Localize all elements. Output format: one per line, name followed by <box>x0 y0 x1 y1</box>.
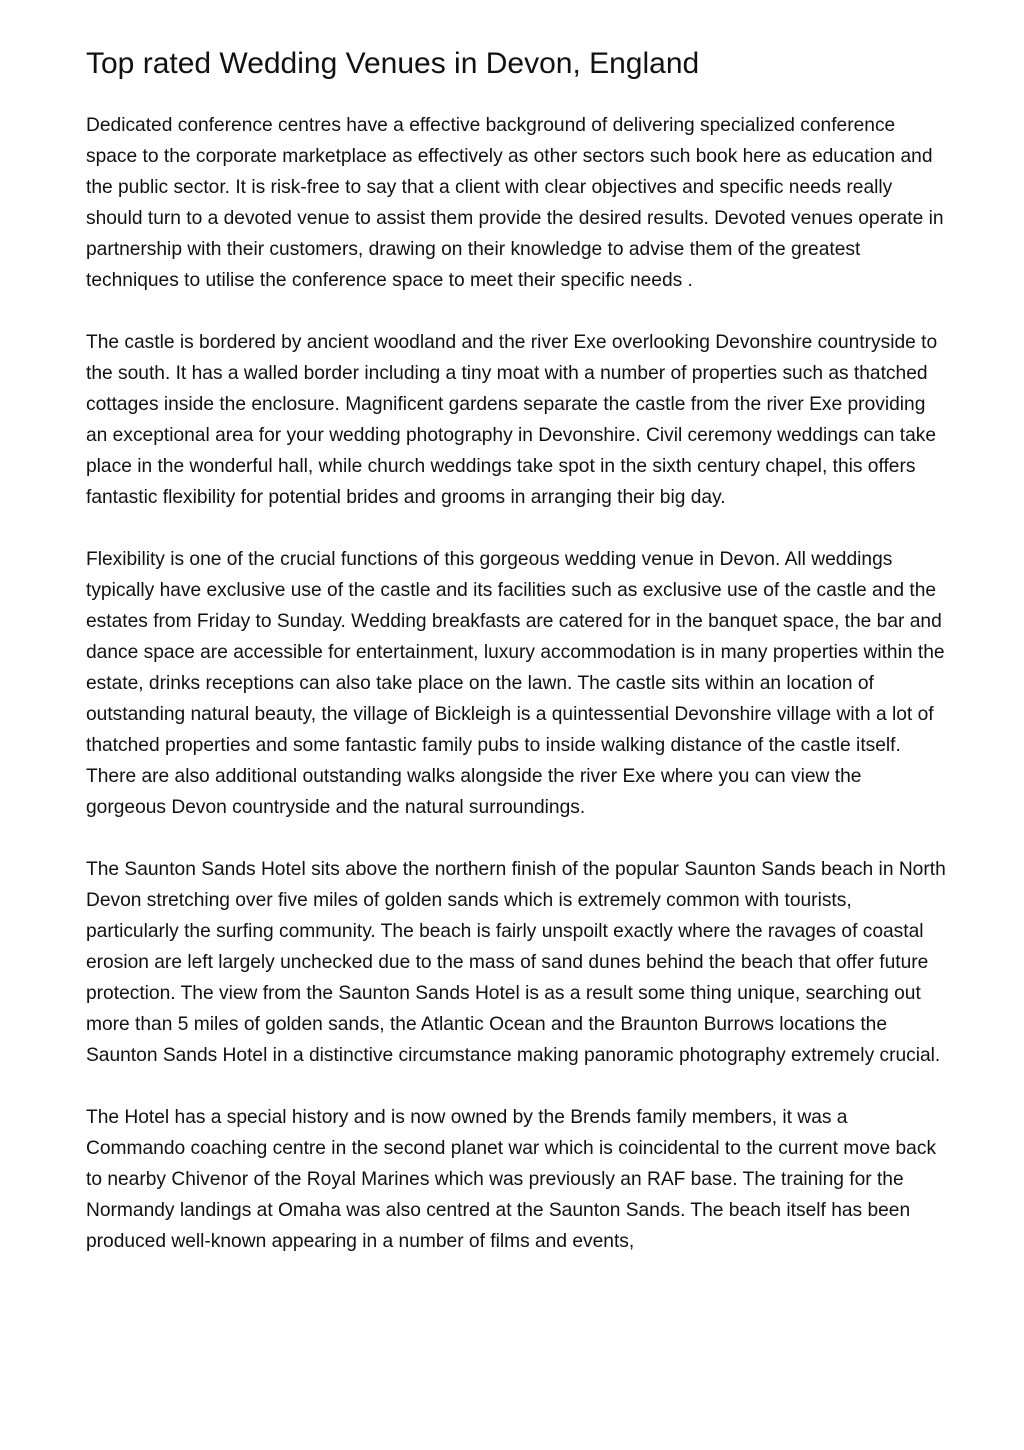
paragraph-flexibility: Flexibility is one of the crucial functions of this gorgeous wedding venue in Devon. All weddings typically have exclusive use of the castle and its facilities such as exclusive use of the castle and the estates from Friday to Sunday. Wedding breakfasts are catered for in the banquet space, the bar and dance space are accessible for entertainment, luxury accommodation is in many properties within the estate, drinks receptions can also take place on the lawn. The castle sits within an location of outstanding natural beauty, the village of Bickleigh is a quintessential Devonshire village with a lot of thatched properties and some fantastic family pubs to inside walking distance of the castle itself. There are also additional outstanding walks alongside the river Exe where you can view the gorgeous Devon countryside and the natural surroundings. <box>86 549 945 818</box>
document-title: Top rated Wedding Venues in Devon, England <box>86 47 700 80</box>
paragraph-conference-centres: Dedicated conference centres have a effective background of delivering specialized conference space to the corporate marketplace as effectively as other sectors such book here as education and the public sector. It is risk-free to say that a client with clear objectives and specific needs really should turn to a devoted venue to assist them provide the desired results. Devoted venues operate in partnership with their customers, drawing on their knowledge to advise them of the greatest techniques to utilise the conference space to meet their specific needs . <box>86 115 944 291</box>
document-page <box>86 40 946 1288</box>
paragraph-castle: The castle is bordered by ancient woodland and the river Exe overlooking Devonshire countryside to the south. It has a walled border including a tiny moat with a number of properties such as thatched cottages inside the enclosure. Magnificent gardens separate the castle from the river Exe providing an exceptional area for your wedding photography in Devonshire. Civil ceremony weddings can take place in the wonderful hall, while church weddings take spot in the sixth century chapel, this offers fantastic flexibility for potential brides and grooms in arranging their big day. <box>86 332 938 508</box>
paragraph-saunton-sands-hotel: The Saunton Sands Hotel sits above the northern finish of the popular Saunton Sands beach in North Devon stretching over five miles of golden sands which is extremely common with tourists, particularly the surfing community. The beach is fairly unspoilt exactly where the ravages of coastal erosion are left largely unchecked due to the mass of sand dunes behind the beach that offer future protection. The view from the Saunton Sands Hotel is as a result some thing unique, searching out more than 5 miles of golden sands, the Atlantic Ocean and the Braunton Burrows locations the Saunton Sands Hotel in a distinctive circumstance making panoramic photography extremely crucial. <box>86 859 946 1066</box>
paragraph-hotel-history: The Hotel has a special history and is now owned by the Brends family members, it was a Commando coaching centre in the second planet war which is coincidental to the current move back to nearby Chivenor of the Royal Marines which was previously an RAF base. The training for the Normandy landings at Omaha was also centred at the Saunton Sands. The beach itself has been produced well-known appearing in a number of films and events, <box>86 1107 937 1252</box>
